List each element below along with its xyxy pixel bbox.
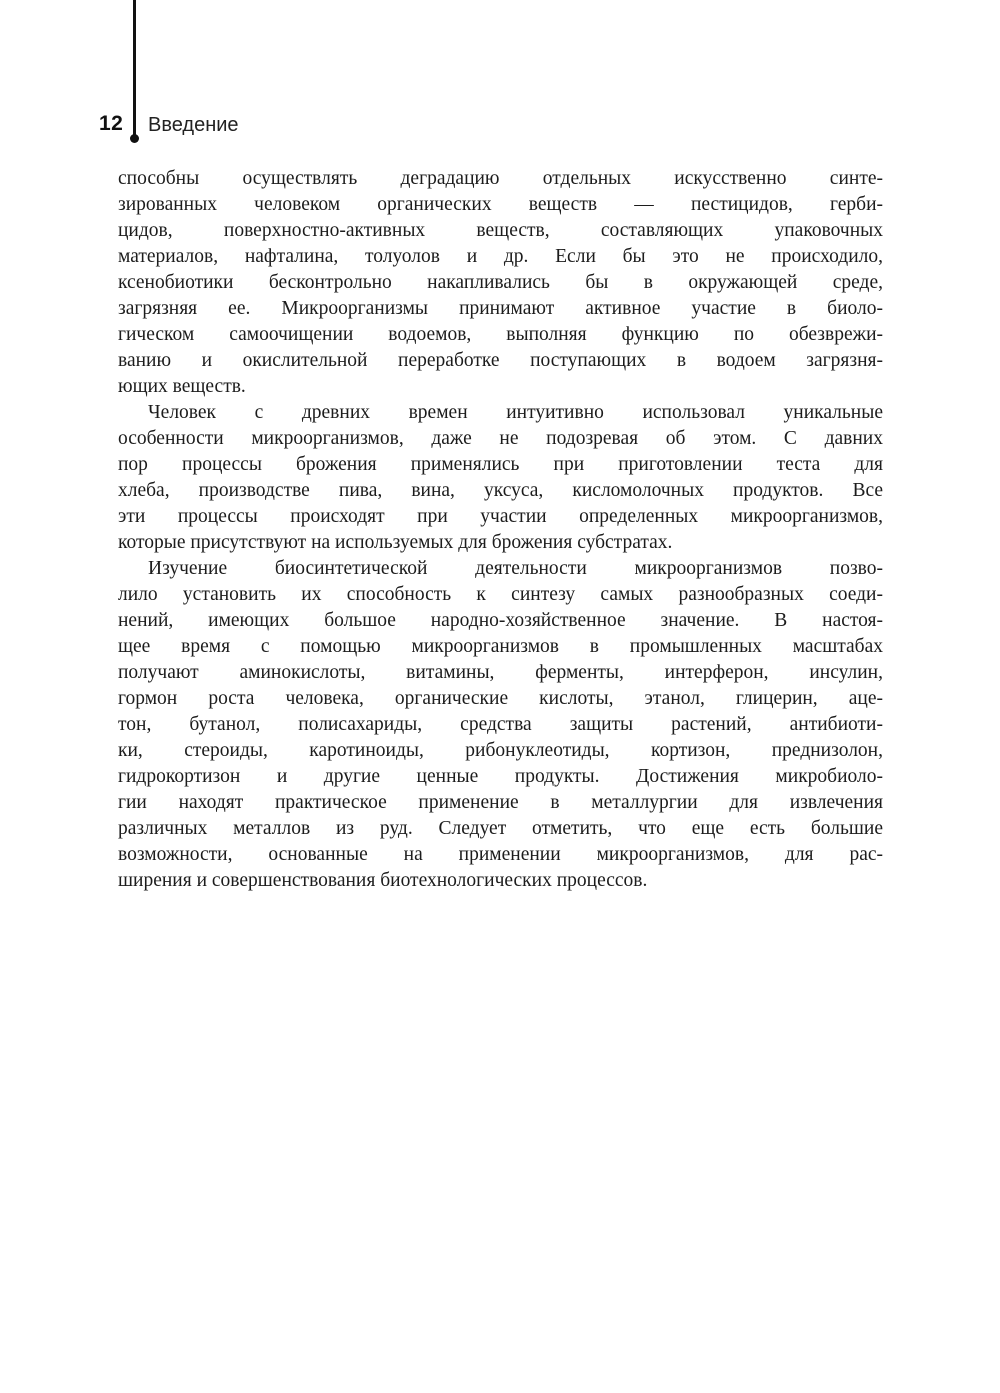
text-line: ки, стероиды, каротиноиды, рибонуклеотиды, кортизон, преднизолон, [118, 740, 883, 761]
text-line: гическом самоочищении водоемов, выполняя функцию по обезврежи- [118, 324, 883, 345]
paragraph-1 [118, 166, 883, 400]
text-line: пор процессы брожения применялись при приготовлении теста для [118, 454, 883, 475]
text-line: ванию и окислительной переработке поступающих в водоем загрязня- [118, 350, 883, 371]
text-line: щее время с помощью микроорганизмов в промышленных масштабах [118, 636, 883, 657]
margin-rule-dot [130, 134, 139, 143]
text-line: ширения и совершенствования биотехнологических процессов. [118, 870, 648, 891]
page-number: 12 [99, 112, 124, 135]
running-title: Введение [148, 114, 239, 136]
text-line: нений, имеющих большое народно-хозяйственное значение. В настоя- [118, 610, 883, 631]
text-line: способны осуществлять деградацию отдельных искусственно синте- [118, 168, 883, 189]
text-line: зированных человеком органических веществ — пестицидов, герби- [118, 194, 883, 215]
text-line: различных металлов из руд. Следует отметить, что еще есть большие [118, 818, 883, 839]
text-line: цидов, поверхностно-активных веществ, составляющих упаковочных [118, 220, 883, 241]
text-line: хлеба, производстве пива, вина, уксуса, кисломолочных продуктов. Все [118, 480, 883, 501]
text-line: гии находят практическое применение в металлургии для извлечения [118, 792, 883, 813]
text-line: загрязняя ее. Микроорганизмы принимают активное участие в биоло- [118, 298, 883, 319]
margin-rule [133, 0, 136, 138]
text-line: Изучение биосинтетической деятельности микроорганизмов позво- [148, 558, 883, 579]
text-line: возможности, основанные на применении микроорганизмов, для рас- [118, 844, 883, 865]
text-line: тон, бутанол, полисахариды, средства защиты растений, антибиоти- [118, 714, 883, 735]
paragraph-2 [118, 400, 883, 556]
text-line: получают аминокислоты, витамины, ферменты, интерферон, инсулин, [118, 662, 883, 683]
text-line: Человек с древних времен интуитивно использовал уникальные [148, 402, 883, 423]
paragraph-3 [118, 556, 883, 894]
text-line: эти процессы происходят при участии определенных микроорганизмов, [118, 506, 883, 527]
text-line: гидрокортизон и другие ценные продукты. Достижения микробиоло- [118, 766, 883, 787]
text-line: материалов, нафталина, толуолов и др. Если бы это не происходило, [118, 246, 883, 267]
text-line: ксенобиотики бесконтрольно накапливались бы в окружающей среде, [118, 272, 883, 293]
text-line: гормон роста человека, органические кислоты, этанол, глицерин, аце- [118, 688, 883, 709]
body-text [118, 166, 883, 894]
text-line: которые присутствуют на используемых для брожения субстратах. [118, 532, 673, 553]
text-line: лило установить их способность к синтезу самых разнообразных соеди- [118, 584, 883, 605]
text-line: особенности микроорганизмов, даже не подозревая об этом. С давних [118, 428, 883, 449]
text-line: ющих веществ. [118, 376, 246, 397]
